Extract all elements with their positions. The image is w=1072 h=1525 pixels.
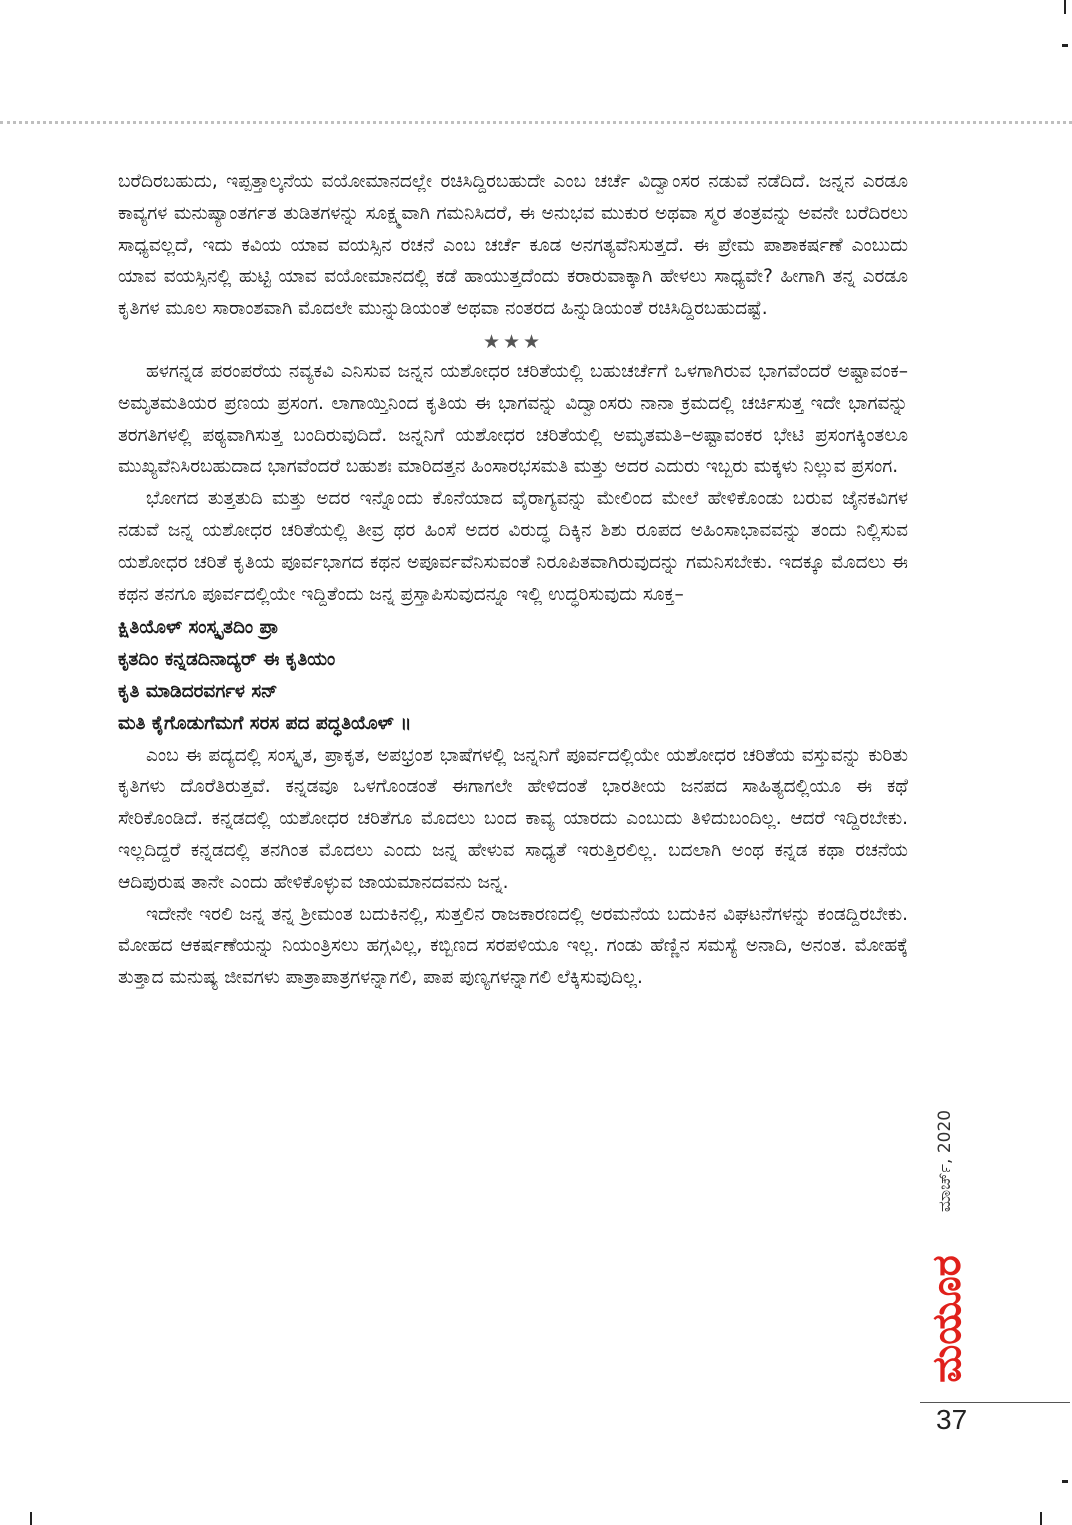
verse-line: ಕೃತಿ ಮಾಡಿದರವರ್ಗಳ ಸನ್	[118, 680, 278, 702]
verse-line: ಕ್ಷಿತಿಯೊಳ್ ಸಂಸ್ಕೃತದಿಂ ಪ್ರಾ	[118, 617, 279, 639]
masthead-text: ಮಯೂರ	[924, 1255, 970, 1383]
verse-line: ಕೃತದಿಂ ಕನ್ನಡದಿನಾದ್ಯರ್ ಈ ಕೃತಿಯಂ	[118, 649, 336, 671]
paragraph: ಬರೆದಿರಬಹುದು, ಇಪ್ಪತ್ತಾಲ್ಕನೆಯ ವಯೋಮಾನದಲ್ಲೇ ರಚಿಸಿದ್ದಿರಬಹುದೇ ಎಂಬ ಚರ್ಚೆ ವಿದ್ವಾಂಸರ ನಡುವೆ ನಡೆದಿದೆ. ಜನ್ನನ ಎರಡೂ ಕಾವ್ಯಗಳ ಮನುಷ್ಯಾಂತರ್ಗತ ತುಡಿತಗಳನ್ನು ಸೂಕ್ಷ್ಮವಾಗಿ ಗಮನಿಸಿದರೆ, ಈ ಅನುಭವ ಮುಕುರ ಅಥವಾ ಸ್ಮರ ತಂತ್ರವನ್ನು ಅವನೇ ಬರೆದಿರಲು ಸಾಧ್ಯವಲ್ಲದೆ, ಇದು ಕವಿಯ ಯಾವ ವಯಸ್ಸಿನ ರಚನೆ ಎಂಬ ಚರ್ಚೆ ಕೂಡ ಅನಗತ್ಯವೆನಿಸುತ್ತದೆ. ಈ ಪ್ರೇಮ ಪಾಶಾಕರ್ಷಣೆ ಎಂಬುದು ಯಾವ ವಯಸ್ಸಿನಲ್ಲಿ ಹುಟ್ಟಿ ಯಾವ ವಯೋಮಾನದಲ್ಲಿ ಕಡೆ ಹಾಯುತ್ತದೆಂದು ಕರಾರುವಾಕ್ಕಾಗಿ ಹೇಳಲು ಸಾಧ್ಯವೇ? ಹೀಗಾಗಿ ತನ್ನ ಎರಡೂ ಕೃತಿಗಳ ಮೂಲ ಸಾರಾಂಶವಾಗಿ ಮೊದಲೇ ಮುನ್ನುಡಿಯಂತೆ ಅಥವಾ ನಂತರದ ಹಿನ್ನುಡಿಯಂತೆ ರಚಿಸಿದ್ದಿರಬಹುದಷ್ಟೆ.	[118, 171, 908, 320]
issue-date-text: ಮಾರ್ಚ್, 2020	[935, 1109, 955, 1213]
verse-line: ಮತಿ ಕೈಗೊಡುಗೆಮಗೆ ಸರಸ ಪದ ಪದ್ಧತಿಯೊಳ್ ॥	[118, 712, 412, 734]
magazine-masthead	[922, 1244, 972, 1394]
verse-block	[118, 612, 908, 739]
crop-mark-bottom-right-tick	[1062, 1480, 1068, 1483]
crop-mark-bottom-left	[30, 1512, 32, 1525]
crop-mark-top-right-tick	[1062, 44, 1068, 47]
issue-date	[925, 1096, 965, 1226]
page-number-rule	[920, 1402, 1070, 1403]
page-number: 37	[936, 1404, 968, 1435]
paragraph: ಭೋಗದ ತುತ್ತತುದಿ ಮತ್ತು ಅದರ ಇನ್ನೊಂದು ಕೊನೆಯಾದ ವೈರಾಗ್ಯವನ್ನು ಮೇಲಿಂದ ಮೇಲೆ ಹೇಳಿಕೊಂಡು ಬರುವ ಜೈನಕವಿಗಳ ನಡುವೆ ಜನ್ನ ಯಶೋಧರ ಚರಿತೆಯಲ್ಲಿ ತೀವ್ರ ಥರ ಹಿಂಸೆ ಅದರ ವಿರುದ್ಧ ದಿಕ್ಕಿನ ಶಿಶು ರೂಪದ ಅಹಿಂಸಾಭಾವವನ್ನು ತಂದು ನಿಲ್ಲಿಸುವ ಯಶೋಧರ ಚರಿತೆ ಕೃತಿಯ ಪೂರ್ವಭಾಗದ ಕಥನ ಅಪೂರ್ವವೆನಿಸುವಂತೆ ನಿರೂಪಿತವಾಗಿರುವುದನ್ನು ಗಮನಿಸಬೇಕು. ಇದಕ್ಕೂ ಮೊದಲು ಈ ಕಥನ ತನಗೂ ಪೂರ್ವದಲ್ಲಿಯೇ ಇದ್ದಿತೆಂದು ಜನ್ನ ಪ್ರಸ್ತಾಪಿಸುವುದನ್ನೂ ಇಲ್ಲಿ ಉದ್ಧರಿಸುವುದು ಸೂಕ್ತ–	[118, 488, 908, 605]
section-separator: ★★★	[482, 330, 544, 353]
article-body	[118, 166, 908, 994]
paragraph: ಹಳಗನ್ನಡ ಪರಂಪರೆಯ ನವ್ಯಕವಿ ಎನಿಸುವ ಜನ್ನನ ಯಶೋಧರ ಚರಿತೆಯಲ್ಲಿ ಬಹುಚರ್ಚೆಗೆ ಒಳಗಾಗಿರುವ ಭಾಗವೆಂದರೆ ಅಷ್ಟಾವಂಕ–ಅಮೃತಮತಿಯರ ಪ್ರಣಯ ಪ್ರಸಂಗ. ಲಾಗಾಯ್ತಿನಿಂದ ಕೃತಿಯ ಈ ಭಾಗವನ್ನು ವಿದ್ವಾಂಸರು ನಾನಾ ಕ್ರಮದಲ್ಲಿ ಚರ್ಚಿಸುತ್ತ ಇದೇ ಭಾಗವನ್ನು ತರಗತಿಗಳಲ್ಲಿ ಪಠ್ಯವಾಗಿಸುತ್ತ ಬಂದಿರುವುದಿದೆ. ಜನ್ನನಿಗೆ ಯಶೋಧರ ಚರಿತೆಯಲ್ಲಿ ಅಮೃತಮತಿ–ಅಷ್ಟಾವಂಕರ ಭೇಟಿ ಪ್ರಸಂಗಕ್ಕಿಂತಲೂ ಮುಖ್ಯವೆನಿಸಿರಬಹುದಾದ ಭಾಗವೆಂದರೆ ಬಹುಶಃ ಮಾರಿದತ್ತನ ಹಿಂಸಾರಭಸಮತಿ ಮತ್ತು ಅದರ ಎದುರು ಇಬ್ಬರು ಮಕ್ಕಳು ನಿಲ್ಲುವ ಪ್ರಸಂಗ.	[118, 360, 908, 478]
crop-mark-top-right	[1064, 0, 1066, 14]
crop-mark-bottom-right	[1040, 1512, 1042, 1525]
header-dotted-rule	[0, 121, 1072, 124]
paragraph: ಇದೇನೇ ಇರಲಿ ಜನ್ನ ತನ್ನ ಶ್ರೀಮಂತ ಬದುಕಿನಲ್ಲಿ, ಸುತ್ತಲಿನ ರಾಜಕಾರಣದಲ್ಲಿ ಅರಮನೆಯ ಬದುಕಿನ ವಿಘಟನೆಗಳನ್ನು ಕಂಡದ್ದಿರಬೇಕು. ಮೋಹದ ಆಕರ್ಷಣೆಯನ್ನು ನಿಯಂತ್ರಿಸಲು ಹಗ್ಗವಿಲ್ಲ, ಕಬ್ಬಿಣದ ಸರಪಳಿಯೂ ಇಲ್ಲ. ಗಂಡು ಹೆಣ್ಣಿನ ಸಮಸ್ಯೆ ಅನಾದಿ, ಅನಂತ. ಮೋಹಕ್ಕೆ ತುತ್ತಾದ ಮನುಷ್ಯ ಜೀವಗಳು ಪಾತ್ರಾಪಾತ್ರಗಳನ್ನಾಗಲಿ, ಪಾಪ ಪುಣ್ಯಗಳನ್ನಾಗಲಿ ಲೆಕ್ಕಿಸುವುದಿಲ್ಲ.	[118, 903, 908, 989]
paragraph: ಎಂಬ ಈ ಪದ್ಯದಲ್ಲಿ ಸಂಸ್ಕೃತ, ಪ್ರಾಕೃತ, ಅಪಭ್ರಂಶ ಭಾಷೆಗಳಲ್ಲಿ ಜನ್ನನಿಗೆ ಪೂರ್ವದಲ್ಲಿಯೇ ಯಶೋಧರ ಚರಿತೆಯ ವಸ್ತುವನ್ನು ಕುರಿತು ಕೃತಿಗಳು ದೊರೆತಿರುತ್ತವೆ. ಕನ್ನಡವೂ ಒಳಗೊಂಡಂತೆ ಈಗಾಗಲೇ ಹೇಳಿದಂತೆ ಭಾರತೀಯ ಜನಪದ ಸಾಹಿತ್ಯದಲ್ಲಿಯೂ ಈ ಕಥೆ ಸೇರಿಕೊಂಡಿದೆ. ಕನ್ನಡದಲ್ಲಿ ಯಶೋಧರ ಚರಿತೆಗೂ ಮೊದಲು ಬಂದ ಕಾವ್ಯ ಯಾರದು ಎಂಬುದು ತಿಳಿದುಬಂದಿಲ್ಲ. ಆದರೆ ಇದ್ದಿರಬೇಕು. ಇಲ್ಲದಿದ್ದರೆ ಕನ್ನಡದಲ್ಲಿ ತನಗಿಂತ ಮೊದಲು ಎಂದು ಜನ್ನ ಹೇಳುವ ಸಾಧ್ಯತೆ ಇರುತ್ತಿರಲಿಲ್ಲ. ಬದಲಾಗಿ ಅಂಥ ಕನ್ನಡ ಕಥಾ ರಚನೆಯ ಆದಿಪುರುಷ ತಾನೇ ಎಂದು ಹೇಳಿಕೊಳ್ಳುವ ಜಾಯಮಾನದವನು ಜನ್ನ.	[118, 744, 908, 893]
